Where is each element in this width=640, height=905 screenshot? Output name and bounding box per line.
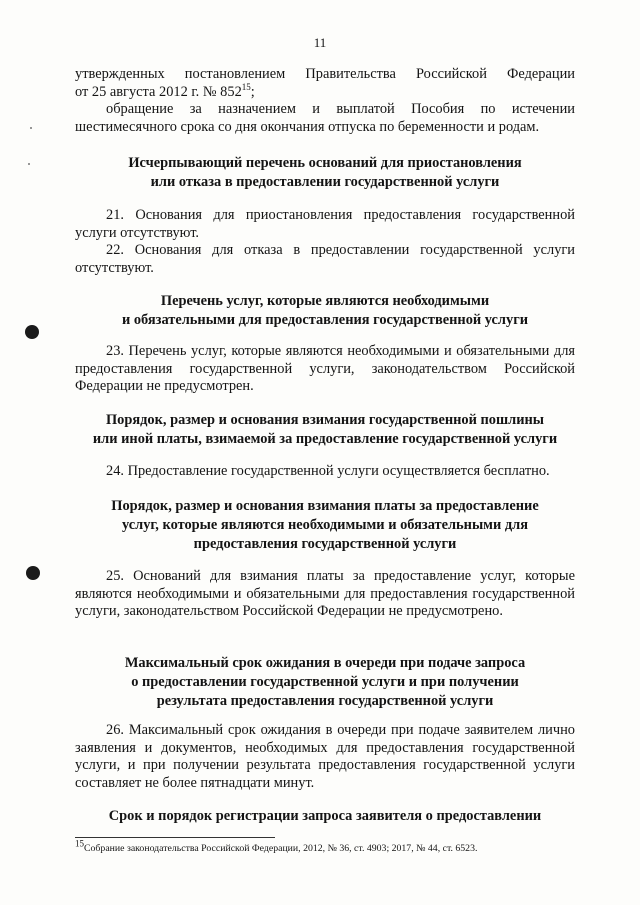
footnote-reference[interactable]: 15 [241, 81, 251, 92]
heading-fee-for-services [75, 497, 575, 554]
scan-speck [30, 127, 32, 129]
footnote-text: Собрание законодательства Российской Федерации, 2012, № 36, ст. 4903; 2017, № 44, ст. 6523. [84, 843, 478, 854]
paragraph-23: 23. Перечень услуг, которые являются необходимыми и обязательными для предоставления государственной услуги, законодательством Российской Федерации не предусмотрен. [75, 343, 575, 394]
footnote [75, 838, 575, 855]
scan-speck [28, 163, 30, 165]
footnote-divider [75, 837, 275, 838]
heading-required-services [75, 292, 575, 330]
paragraph-26: 26. Максимальный срок ожидания в очереди при подаче заявителем лично заявления и документов, необходимых для предоставления государственной услуги, и при получении результата предоставления государственной услуги составляет не более пятнадцати минут. [75, 722, 575, 791]
paragraph-appeal: обращение за назначением и выплатой Пособия по истечении шестимесячного срока со дня окончания отпуска по беременности и родам. [75, 101, 575, 135]
intro-line-2 [75, 81, 575, 102]
intro-paragraph [75, 66, 575, 101]
heading-line: Перечень услуг, которые являются необходимыми [160, 293, 490, 309]
paragraph-24: 24. Предоставление государственной услуги осуществляется бесплатно. [106, 463, 550, 479]
page-number: 11 [313, 35, 327, 50]
heading-line: Исчерпывающий перечень оснований для приостановления [128, 155, 522, 171]
heading-line: услуг, которые являются необходимыми и обязательными для [121, 517, 529, 533]
heading-max-waiting-time [75, 654, 575, 711]
heading-line: Порядок, размер и основания взимания платы за предоставление [111, 498, 539, 514]
heading-line: о предоставлении государственной услуги и при получении [131, 674, 519, 690]
intro-line-2-end: ; [250, 83, 255, 100]
heading-line: Максимальный срок ожидания в очереди при подаче запроса [124, 655, 526, 671]
heading-line: результата предоставления государственной услуги [156, 693, 494, 709]
heading-line: Порядок, размер и основания взимания государственной пошлины [105, 412, 545, 428]
heading-line: и обязательными для предоставления государственной услуги [121, 312, 529, 328]
punch-hole-mark-bottom [26, 566, 40, 580]
intro-line-2-text: от 25 августа 2012 г. № 852 [75, 83, 242, 100]
paragraph-21: 21. Основания для приостановления предоставления государственной услуги отсутствуют. [75, 207, 575, 241]
heading-state-fee [75, 411, 575, 449]
paragraph-22: 22. Основания для отказа в предоставлении государственной услуги отсутствуют. [75, 242, 575, 276]
heading-line: или отказа в предоставлении государственной услуги [150, 174, 500, 190]
intro-line-1: утвержденных постановлением Правительства Российской Федерации [75, 66, 575, 82]
heading-line: предоставления государственной услуги [193, 536, 457, 552]
heading-line: или иной платы, взимаемой за предоставление государственной услуги [92, 431, 558, 447]
paragraph-25: 25. Оснований для взимания платы за предоставление услуг, которые являются необходимыми и обязательными для предоставления государственной услуги, законодательством Российской Федерации не предусмотрено. [75, 568, 575, 619]
footnote-marker: 15 [75, 838, 84, 849]
heading-suspension-grounds [75, 154, 575, 192]
heading-registration: Срок и порядок регистрации запроса заявителя о предоставлении [108, 808, 542, 824]
punch-hole-mark-top [25, 325, 39, 339]
